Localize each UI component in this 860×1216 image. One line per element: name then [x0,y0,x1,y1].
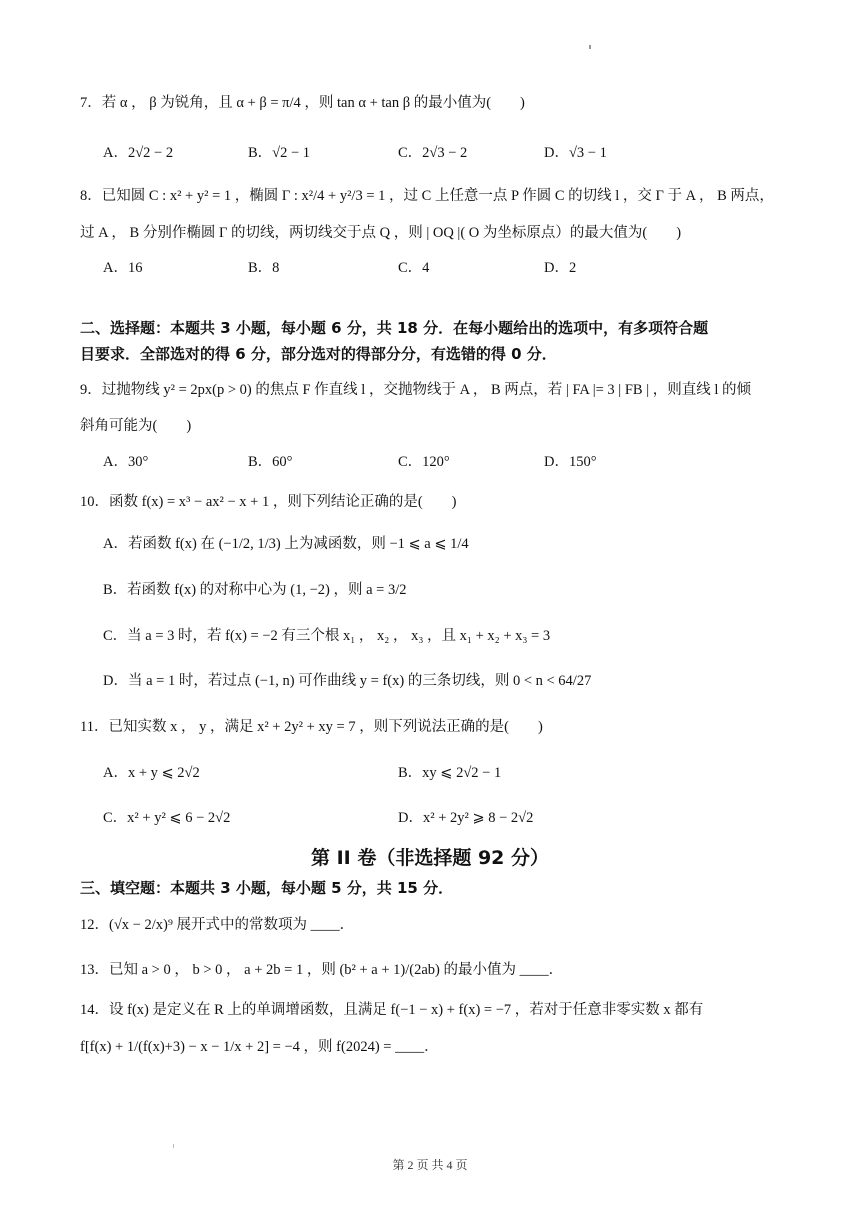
q8-option-a: A．16 [103,260,143,276]
q11-option-d: D．x² + 2y² ⩾ 8 − 2√2 [398,810,534,826]
q7-option-d: D．√3 − 1 [544,145,607,161]
q9-option-a: A．30° [103,454,149,470]
q9-option-b: B．60° [248,454,293,470]
q9-option-c: C．120° [398,454,450,470]
q11-stem: 11．已知实数 x ， y ，满足 x² + 2y² + xy = 7 ，则下列说法正确的是( ) [80,719,543,735]
q11-option-c: C．x² + y² ⩽ 6 − 2√2 [103,810,231,826]
q12-stem: 12．(√x − 2/x)⁹ 展开式中的常数项为 ____． [80,917,355,933]
q10-stem: 10．函数 f(x) = x³ − ax² − x + 1 ，则下列结论正确的是( ) [80,494,457,510]
q7-option-a: A．2√2 − 2 [103,145,174,161]
q7-option-c: C．2√3 − 2 [398,145,468,161]
q11-option-a: A．x + y ⩽ 2√2 [103,765,200,781]
scan-dot-lower [173,1144,174,1148]
q14-stem-line2: f[f(x) + 1/(f(x)+3) − x − 1/x + 2] = −4 ，则 f(2024) = ____． [80,1039,439,1055]
q11-option-b: B．xy ⩽ 2√2 − 1 [398,765,502,781]
q8-option-d: D．2 [544,260,577,276]
section3-heading: 三、填空题：本题共 3 小题，每小题 5 分，共 15 分． [80,879,454,897]
q14-stem-line1: 14．设 f(x) 是定义在 R 上的单调增函数，且满足 f(−1 − x) + f(x) = −7 ，若对于任意非零实数 x 都有 [80,1002,704,1018]
q9-stem-line1: 9．过抛物线 y² = 2px(p > 0) 的焦点 F 作直线 l ，交抛物线于 A ， B 两点，若 | FA |= 3 | FB | ，则直线 l 的倾 [80,382,752,398]
page-footer: 第 2 页 共 4 页 [392,1158,468,1172]
q8-option-c: C．4 [398,260,430,276]
q7-stem: 7．若 α ， β 为锐角，且 α + β = π/4 ，则 tan α + tan β 的最小值为( ) [80,95,525,111]
part2-title: 第 II 卷（非选择题 92 分） [310,847,550,869]
q8-stem-line1: 8．已知圆 C : x² + y² = 1 ，椭圆 Γ : x²/4 + y²/3 = 1 ，过 C 上任意一点 P 作圆 C 的切线 l ，交 Γ 于 A ， B 两点， [80,188,774,204]
q10-option-a: A．若函数 f(x) 在 (−1/2, 1/3) 上为减函数，则 −1 ⩽ a ⩽ 1/4 [103,536,469,552]
section2-heading-line1: 二、选择题：本题共 3 小题，每小题 6 分，共 18 分．在每小题给出的选项中，有多项符合题 [80,319,709,337]
q8-option-b: B．8 [248,260,280,276]
q7-option-b: B．√2 − 1 [248,145,311,161]
q10-option-c: C．当 a = 3 时，若 f(x) = −2 有三个根 x₁ ， x₂ ， x₃ ，且 x₁ + x₂ + x₃ = 3 [103,628,551,644]
section2-heading-line2: 目要求．全部选对的得 6 分，部分选对的得部分分，有选错的得 0 分． [80,345,557,363]
q8-stem-line2: 过 A ， B 分别作椭圆 Γ 的切线，两切线交于点 Q ，则 | OQ |( O 为坐标原点）的最大值为( ) [80,225,682,241]
q9-option-d: D．150° [544,454,597,470]
q10-option-b: B．若函数 f(x) 的对称中心为 (1, −2) ，则 a = 3/2 [103,582,407,598]
q10-option-d: D．当 a = 1 时，若过点 (−1, n) 可作曲线 y = f(x) 的三条切线，则 0 < n < 64/27 [103,673,592,689]
scan-dot [589,45,591,49]
q13-stem: 13．已知 a > 0 ， b > 0 ， a + 2b = 1 ，则 (b² + a + 1)/(2ab) 的最小值为 ____． [80,962,564,978]
q9-stem-line2: 斜角可能为( ) [80,418,192,434]
